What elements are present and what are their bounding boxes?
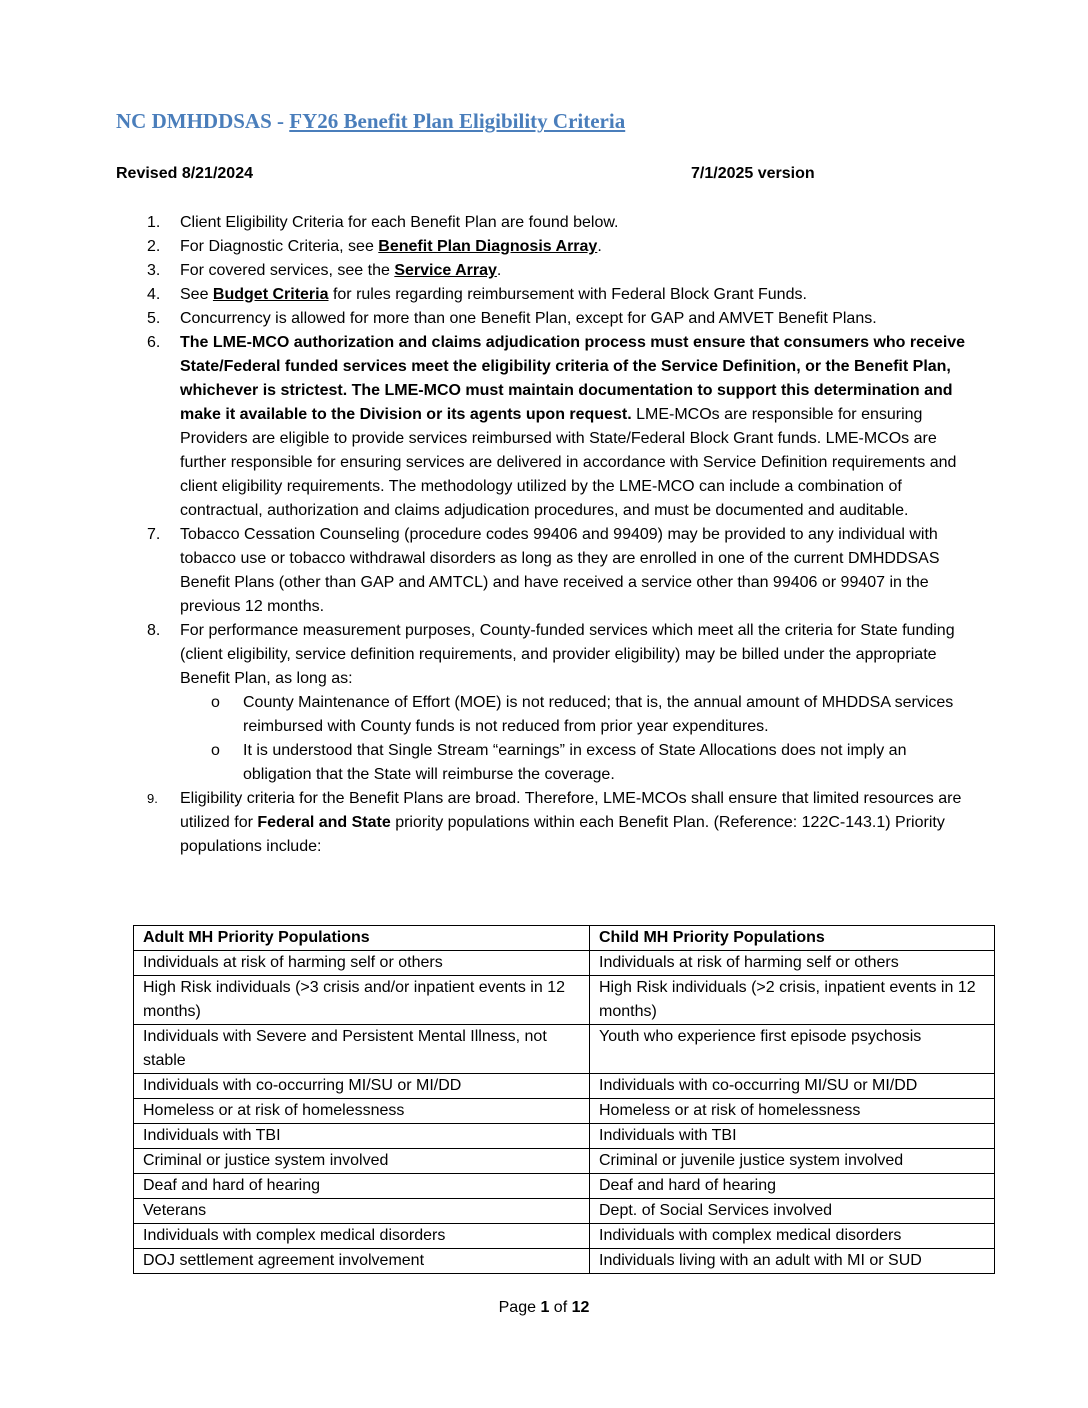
version-label: 7/1/2025 version	[691, 165, 815, 182]
item-text: for rules regarding reimbursement with Federal Block Grant Funds.	[328, 286, 807, 303]
list-item	[140, 307, 975, 331]
table-cell: Individuals living with an adult with MI or SUD	[590, 1249, 995, 1274]
table-cell: Criminal or justice system involved	[134, 1149, 590, 1174]
table-cell: Deaf and hard of hearing	[134, 1174, 590, 1199]
table-cell: Individuals with co-occurring MI/SU or MI/DD	[134, 1074, 590, 1099]
column-header-child: Child MH Priority Populations	[590, 926, 995, 951]
table-cell: Veterans	[134, 1199, 590, 1224]
item-text: LME-MCOs are responsible for ensuring Providers are eligible to provide services reimbursed with State/Federal Block Grant funds. LME-MCOs are further responsible for ensuring services are delivered in accordance with Service Definition requirements and client eligibility requirements. The methodology utilized by the LME-MCO can include a combination of contractual, authorization and claims adjudication procedures, and must be documented and auditable.	[180, 406, 957, 519]
table-row	[134, 951, 995, 976]
item-number: 7.	[147, 526, 161, 543]
item-number: 1.	[147, 214, 161, 231]
item-text: Eligibility criteria for the Benefit Plans are broad. Therefore, LME-MCOs shall ensure that limited resources are utilized for	[180, 790, 962, 831]
table-cell: Youth who experience first episode psychosis	[590, 1025, 995, 1074]
table-cell: Individuals at risk of harming self or others	[134, 951, 590, 976]
sub-item-text: It is understood that Single Stream “earnings” in excess of State Allocations does not imply an obligation that the State will reimburse the coverage.	[243, 742, 907, 783]
item-text: See	[180, 286, 213, 303]
table-row	[134, 1025, 995, 1074]
table-cell: Criminal or juvenile justice system involved	[590, 1149, 995, 1174]
item-text: Tobacco Cessation Counseling (procedure codes 99406 and 99409) may be provided to any individual with tobacco use or tobacco withdrawal disorders as long as they are enrolled in one of the current DMHDDSAS Benefit Plans (other than GAP and AMTCL) and have received a service other than 99406 or 99407 in the previous 12 months.	[180, 526, 940, 615]
list-item	[140, 283, 975, 307]
list-item	[140, 787, 975, 859]
table-cell: Homeless or at risk of homelessness	[134, 1099, 590, 1124]
list-item	[140, 523, 975, 619]
list-item	[140, 211, 975, 235]
service-array-link[interactable]: Service Array	[394, 262, 497, 279]
table-cell: DOJ settlement agreement involvement	[134, 1249, 590, 1274]
table-cell: Individuals with Severe and Persistent Mental Illness, not stable	[134, 1025, 590, 1074]
table-row	[134, 1199, 995, 1224]
item-bold-text: The LME-MCO authorization and claims adjudication process must ensure that consumers who receive State/Federal funded services meet the eligibility criteria of the Service Definition, or the Benefit Plan, whichever is strictest. The LME-MCO must maintain documentation to support this determination and make it available to the Division or its agents upon request.	[180, 334, 966, 423]
item-number: 8.	[147, 622, 161, 639]
budget-criteria-link[interactable]: Budget Criteria	[212, 286, 329, 303]
item-number: 9.	[147, 791, 158, 806]
item-text: For performance measurement purposes, County-funded services which meet all the criteria for State funding (client eligibility, service definition requirements, and provider eligibility) may be billed under the appropriate Benefit Plan, as long as:	[180, 622, 955, 687]
list-item	[140, 235, 975, 259]
table-cell: Individuals at risk of harming self or others	[590, 951, 995, 976]
table-row	[134, 1249, 995, 1274]
page-footer	[0, 1297, 1088, 1319]
table-cell: High Risk individuals (>3 crisis and/or inpatient events in 12 months)	[134, 976, 590, 1025]
page-label: Page	[498, 1299, 541, 1316]
page-total: 12	[571, 1299, 590, 1316]
item-text: For covered services, see the	[180, 262, 395, 279]
item-text: Client Eligibility Criteria for each Benefit Plan are found below.	[180, 214, 619, 231]
table-row	[134, 1149, 995, 1174]
diagnosis-array-link[interactable]: Benefit Plan Diagnosis Array	[378, 238, 598, 255]
criteria-list	[140, 211, 975, 859]
table-row	[134, 1224, 995, 1249]
table-cell: Deaf and hard of hearing	[590, 1174, 995, 1199]
list-item	[140, 259, 975, 283]
of-label: of	[549, 1299, 572, 1316]
table-cell: Individuals with TBI	[590, 1124, 995, 1149]
item-number: 6.	[147, 334, 161, 351]
item-number: 5.	[147, 310, 161, 327]
sub-list-item	[180, 691, 975, 739]
bullet-icon: o	[211, 742, 220, 759]
item-bold-text: Federal and State	[257, 814, 391, 831]
sub-item-text: County Maintenance of Effort (MOE) is not reduced; that is, the annual amount of MHDDSA services reimbursed with County funds is not reduced from prior year expenditures.	[243, 694, 954, 735]
item-number: 2.	[147, 238, 161, 255]
priority-populations-table	[133, 925, 995, 1274]
table-cell: Homeless or at risk of homelessness	[590, 1099, 995, 1124]
table-cell: Dept. of Social Services involved	[590, 1199, 995, 1224]
item-text: .	[496, 262, 502, 279]
item-text: .	[597, 238, 602, 255]
revised-date: Revised 8/21/2024	[116, 165, 253, 182]
item-text: Concurrency is allowed for more than one Benefit Plan, except for GAP and AMVET Benefit Plans.	[180, 310, 877, 327]
table-row	[134, 1099, 995, 1124]
table-header-row	[134, 926, 995, 951]
column-header-adult: Adult MH Priority Populations	[134, 926, 590, 951]
table-cell: Individuals with TBI	[134, 1124, 590, 1149]
title-prefix: NC DMHDDSAS -	[116, 109, 290, 133]
item-text: priority populations within each Benefit Plan. (Reference: 122C-143.1) Priority populations include:	[180, 814, 945, 855]
table-row	[134, 976, 995, 1025]
table-cell: Individuals with complex medical disorders	[590, 1224, 995, 1249]
table-cell: High Risk individuals (>2 crisis, inpatient events in 12 months)	[590, 976, 995, 1025]
bullet-icon: o	[211, 694, 220, 711]
sub-list	[180, 691, 975, 787]
page-number: 1	[540, 1299, 550, 1316]
table-row	[134, 1074, 995, 1099]
table-cell: Individuals with co-occurring MI/SU or MI/DD	[590, 1074, 995, 1099]
table-row	[134, 1124, 995, 1149]
title-link[interactable]: FY26 Benefit Plan Eligibility Criteria	[289, 109, 626, 133]
page-title	[116, 106, 625, 136]
sub-list-item	[180, 739, 975, 787]
item-text: For Diagnostic Criteria, see	[180, 238, 379, 255]
item-number: 3.	[147, 262, 161, 279]
item-number: 4.	[147, 286, 161, 303]
list-item	[140, 331, 975, 523]
table-cell: Individuals with complex medical disorders	[134, 1224, 590, 1249]
table-row	[134, 1174, 995, 1199]
list-item	[140, 619, 975, 787]
